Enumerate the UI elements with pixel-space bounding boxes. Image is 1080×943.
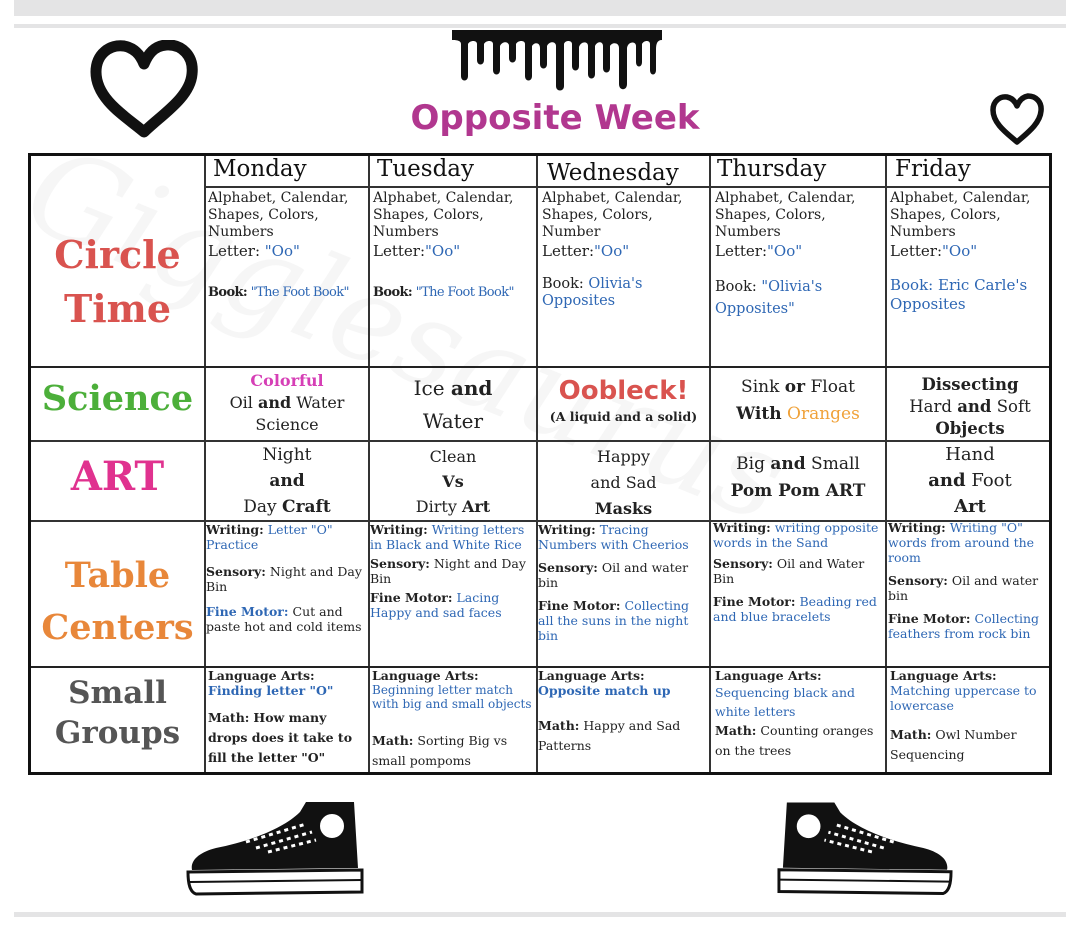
day-header-friday: Friday — [895, 156, 971, 182]
row-divider — [31, 366, 1049, 368]
sneaker-icon — [775, 796, 953, 900]
row-label-science: Science — [41, 378, 194, 419]
science-thursday: Sink or Float With Oranges — [736, 377, 860, 424]
row-label-table-centers: Table Centers — [41, 555, 194, 648]
science-friday: Dissecting Hard and Soft Objects — [909, 375, 1031, 438]
heart-icon — [88, 40, 200, 140]
top-bar — [14, 0, 1066, 16]
row-label-small-groups: Small Groups — [54, 675, 181, 751]
table-centers-friday: Writing: Writing "O" words from around the room Sensory: Oil and water bin Fine Motor: Collecting feathers from rock bin — [888, 520, 1040, 641]
art-monday: Night and Day Craft — [243, 445, 331, 517]
heart-icon — [988, 92, 1046, 148]
circle-time-thursday: Alphabet, Calendar, Shapes, Colors, Numbers Letter:"Oo" Book: "Olivia's Opposites" — [715, 190, 856, 317]
paint-drip-icon — [452, 30, 662, 92]
table-centers-tuesday: Writing: Writing letters in Black and White Rice Sensory: Night and Day Bin Fine Motor: Lacing Happy and sad faces — [370, 522, 526, 620]
table-centers-thursday: Writing: writing opposite words in the Sand Sensory: Oil and Water Bin Fine Motor: Beading red and blue bracelets — [713, 520, 879, 624]
art-friday: Hand and Foot Art — [928, 444, 1012, 517]
schedule-table — [28, 153, 1052, 775]
row-label-art: ART — [70, 453, 165, 500]
art-thursday: Big and Small Pom Pom ART — [730, 454, 866, 501]
small-groups-friday: Language Arts: Matching uppercase to lowercase Math: Owl Number Sequencing — [890, 668, 1037, 762]
small-groups-thursday: Language Arts: Sequencing black and white letters Math: Counting oranges on the trees — [715, 668, 874, 758]
day-header-tuesday: Tuesday — [377, 156, 474, 182]
day-header-thursday: Thursday — [717, 156, 827, 182]
small-groups-monday: Language Arts: Finding letter "O" Math: How many drops does it take to fill the letter "O" — [208, 668, 353, 765]
circle-time-monday: Alphabet, Calendar, Shapes, Colors, Numbers Letter: "Oo" Book: "The Foot Book" — [208, 190, 349, 300]
table-centers-wednesday: Writing: Tracing Numbers with Cheerios Sensory: Oil and water bin Fine Motor: Collecting all the suns in the night bin — [538, 522, 690, 643]
circle-time-tuesday: Alphabet, Calendar, Shapes, Colors, Numbers Letter:"Oo" Book: "The Foot Book" — [373, 190, 514, 300]
science-wednesday: Oobleck! (A liquid and a solid) — [549, 376, 698, 424]
day-header-wednesday: Wednesday — [547, 160, 679, 186]
row-label-circle-time: Circle Time — [54, 232, 181, 331]
circle-time-friday: Alphabet, Calendar, Shapes, Colors, Numbers Letter:"Oo" Book: Eric Carle's Opposites — [890, 190, 1031, 313]
small-groups-wednesday: Language Arts: Opposite match up Math: Happy and Sad Patterns — [538, 668, 681, 753]
day-header-monday: Monday — [213, 156, 307, 182]
page-title: Opposite Week — [410, 98, 700, 138]
sneaker-icon — [186, 796, 366, 900]
art-wednesday: Happy and Sad Masks — [590, 447, 657, 518]
art-tuesday: Clean Vs Dirty Art — [415, 447, 491, 516]
top-divider — [14, 24, 1066, 28]
science-monday: Colorful Oil and Water Science — [229, 371, 345, 434]
circle-time-wednesday: Alphabet, Calendar, Shapes, Colors, Number Letter:"Oo" Book: Olivia's Opposites — [542, 190, 683, 309]
table-centers-monday: Writing: Letter "O" Practice Sensory: Night and Day Bin Fine Motor: Cut and paste hot and cold items — [206, 522, 362, 634]
bottom-divider — [14, 912, 1066, 917]
row-divider — [204, 186, 1049, 188]
small-groups-tuesday: Language Arts: Beginning letter match with big and small objects Math: Sorting Big vs small pompoms — [372, 668, 532, 768]
science-tuesday: Ice and Water — [413, 376, 493, 433]
